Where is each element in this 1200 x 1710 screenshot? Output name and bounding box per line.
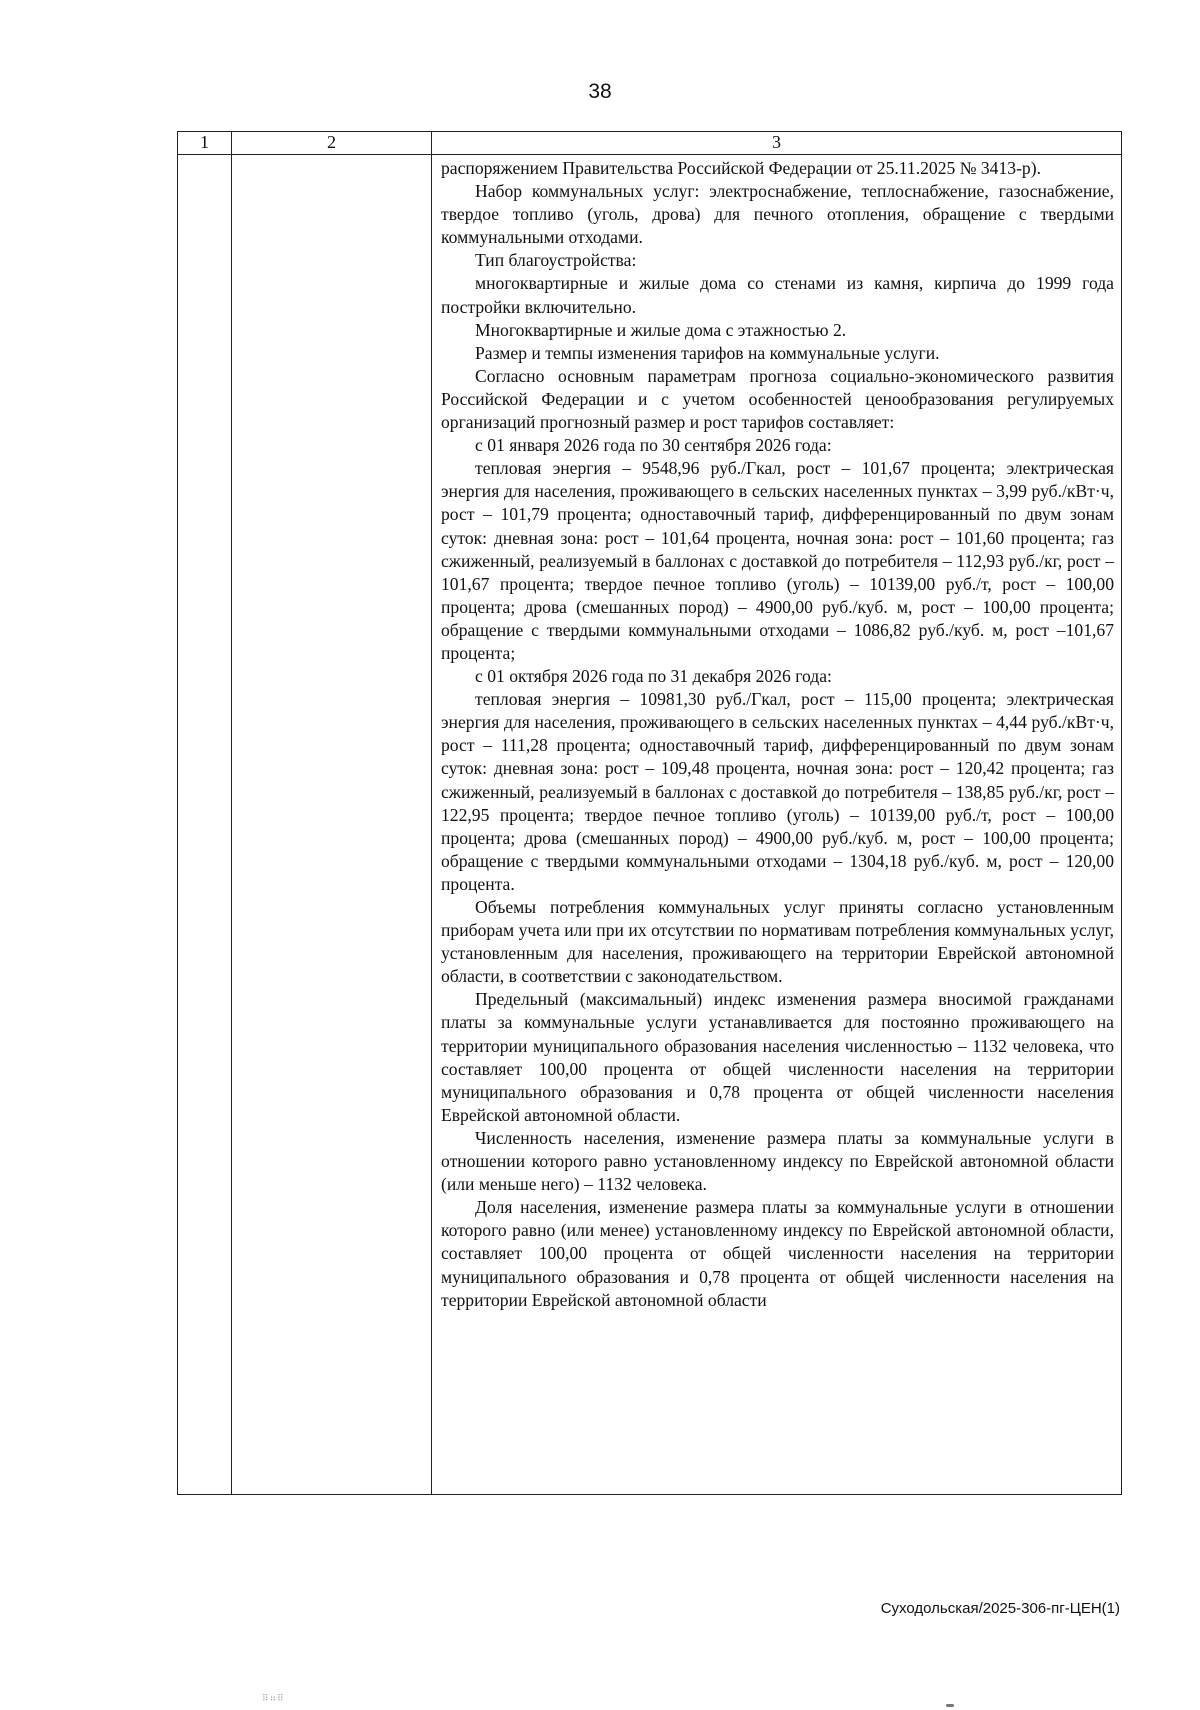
table-cell-col1 [178, 155, 232, 1495]
page-number: 38 [588, 80, 612, 103]
table-header-row [178, 132, 1122, 155]
paragraph: многоквартирные и жилые дома со стенами из камня, кирпича до 1999 года постройки включительно. [441, 273, 1114, 317]
table-row [178, 155, 1122, 1495]
table-cell-col3 [432, 155, 1122, 1495]
cell-text [432, 155, 1121, 1317]
paragraph: Многоквартирные и жилые дома с этажностью 2. [475, 319, 847, 340]
scan-speck [946, 1704, 954, 1707]
table-cell-col2 [232, 155, 432, 1495]
paragraph: тепловая энергия – 9548,96 руб./Гкал, рост – 101,67 процента; электрическая энергия для населения, проживающего в сельских населенных пунктах – 3,99 руб./кВт·ч, рост – 101,79 процента; одноставочный тариф, дифференцированный по двум зонам суток: дневная зона: рост – 101,64 процента, ночная зона: рост – 101,60 процента; газ сжиженный, реализуемый в баллонах с доставкой до потребителя – 112,93 руб./кг, рост – 101,67 процента; твердое печное топливо (уголь) – 10139,00 руб./т, рост – 100,00 процента; дрова (смешанных пород) – 4900,00 руб./куб. м, рост – 100,00 процента; обращение с твердыми коммунальными отходами – 1086,82 руб./куб. м, рост –101,67 процента; [441, 458, 1114, 663]
paragraph: Тип благоустройства: [475, 250, 637, 271]
paragraph: Численность населения, изменение размера платы за коммунальные услуги в отношении которого равно установленному индексу по Еврейской автономной области (или меньше него) – 1132 человека. [441, 1127, 1114, 1195]
document-code: Суходольская/2025-306-пг-ЦЕН(1) [880, 1600, 1120, 1617]
column-header-2: 2 [232, 132, 432, 155]
paragraph: Согласно основным параметрам прогноза социально-экономического развития Российской Федерации и с учетом особенностей ценообразования регулируемых организаций прогнозный размер и рост тарифов составляет: [441, 365, 1114, 433]
column-header-3: 3 [432, 132, 1122, 155]
paragraph: Размер и темпы изменения тарифов на коммунальные услуги. [475, 342, 940, 363]
paragraph: Объемы потребления коммунальных услуг приняты согласно установленным приборам учета или при их отсутствии по нормативам потребления коммунальных услуг, установленным для населения, проживающего на территории Еврейской автономной области, в соответствии с законодательством. [441, 897, 1114, 987]
paragraph: с 01 января 2026 года по 30 сентября 2026 года: [475, 435, 832, 456]
paragraph: Набор коммунальных услуг: электроснабжение, теплоснабжение, газоснабжение, твердое топливо (уголь, дрова) для печного отопления, обращение с твердыми коммунальными отходами. [441, 181, 1114, 248]
paragraph: распоряжением Правительства Российской Федерации от 25.11.2025 № 3413-р). [441, 158, 1041, 178]
scan-mark: ⠿⠶⠿ [262, 1693, 285, 1703]
document-table [177, 131, 1122, 1495]
paragraph: с 01 октября 2026 года по 31 декабря 2026 года: [475, 666, 832, 687]
paragraph: Предельный (максимальный) индекс изменения размера вносимой гражданами платы за коммунальные услуги устанавливается для постоянно проживающего на территории муниципального образования населения численностью – 1132 человека, что составляет 100,00 процента от общей численности населения на территории муниципального образования и 0,78 процента от общей численности населения Еврейской автономной области. [441, 989, 1114, 1125]
paragraph: Доля населения, изменение размера платы за коммунальные услуги в отношении которого равно (или менее) установленному индексу по Еврейской автономной области, составляет 100,00 процента от общей численности населения на территории муниципального образования и 0,78 процента от общей численности населения на территории Еврейской автономной области [441, 1197, 1114, 1310]
paragraph: тепловая энергия – 10981,30 руб./Гкал, рост – 115,00 процента; электрическая энергия для населения, проживающего в сельских населенных пунктах – 4,44 руб./кВт·ч, рост – 111,28 процента; одноставочный тариф, дифференцированный по двум зонам суток: дневная зона: рост – 109,48 процента, ночная зона: рост – 120,42 процента; газ сжиженный, реализуемый в баллонах с доставкой до потребителя – 138,85 руб./кг, рост – 122,95 процента; твердое печное топливо (уголь) – 10139,00 руб./т, рост – 100,00 процента; дрова (смешанных пород) – 4900,00 руб./куб. м, рост – 100,00 процента; обращение с твердыми коммунальными отходами – 1304,18 руб./куб. м, рост – 120,00 процента. [441, 689, 1114, 894]
column-header-1: 1 [178, 132, 232, 155]
